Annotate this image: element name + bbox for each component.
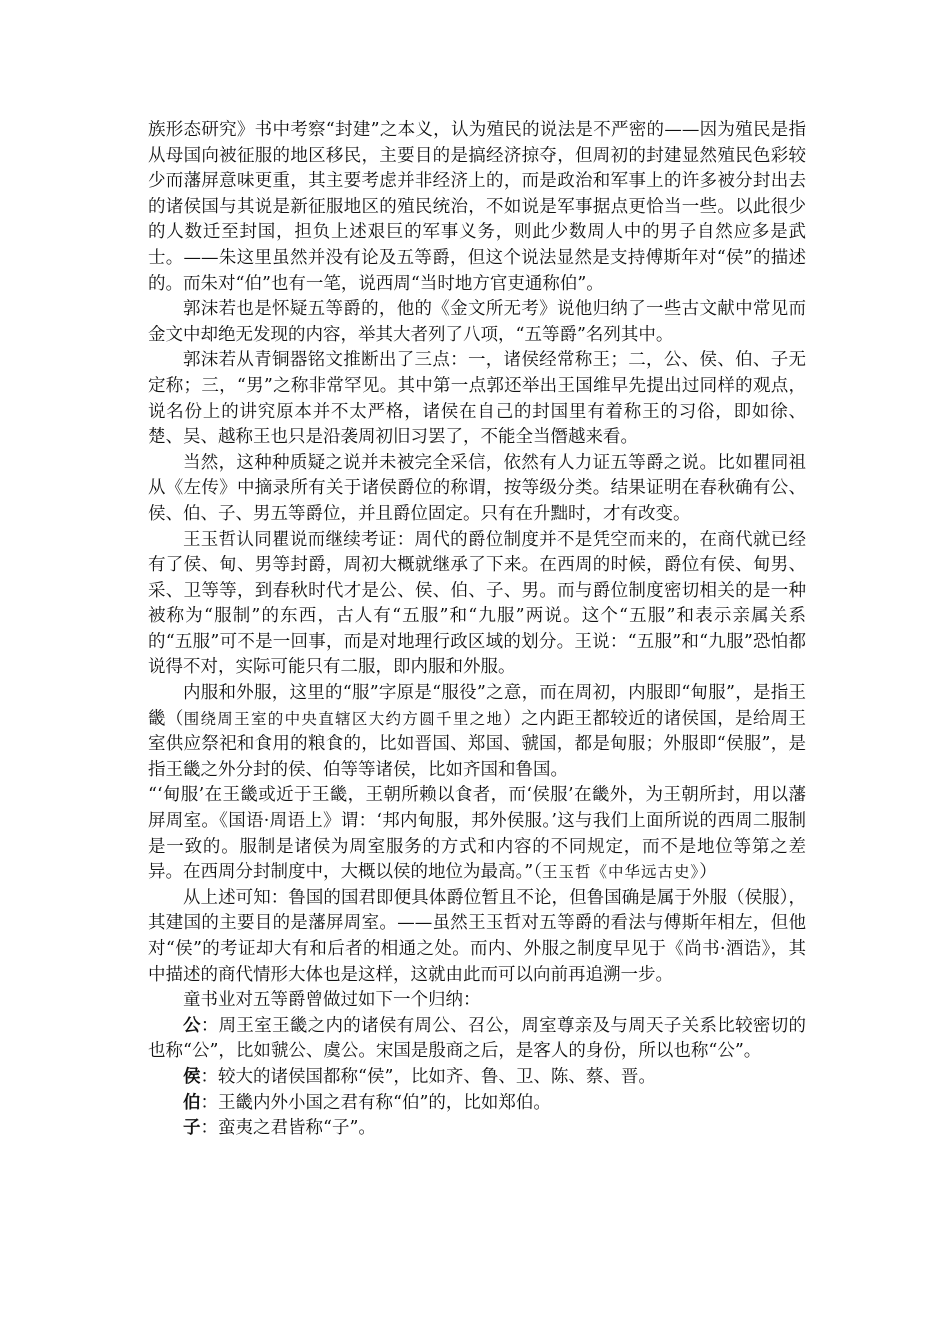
definition-text: ：较大的诸侯国都称“侯”，比如齐、鲁、卫、陈、蔡、晋。	[200, 1066, 656, 1087]
paragraph-qu-tongzu: 当然，这种种质疑之说并未被完全采信，依然有人力证五等爵之说。比如瞿同祖从《左传》中摘录所有关于诸侯爵位的称谓，按等级分类。结果证明在春秋确有公、侯、伯、子、男五等爵位，并且爵位固定。只有在升黜时，才有改变。	[148, 452, 806, 524]
paragraph-tong-shuye: 童书业对五等爵曾做过如下一个归纳：	[183, 990, 481, 1011]
definition-text: ：王畿内外小国之君有称“伯”的，比如郑伯。	[200, 1092, 551, 1113]
definition-zi	[148, 1116, 806, 1142]
paragraph-guo-moruo-three-points: 郭沫若从青铜器铭文推断出了三点：一，诸侯经常称王；二，公、侯、伯、子无定称；三，“男”之称非常罕见。其中第一点郭还举出王国维早先提出过同样的观点，说名份上的讲究原本并不太严格，诸侯在自己的封国里有着称王的习俗，即如徐、楚、吴、越称王也只是沿袭周初旧习罢了，不能全当僭越来看。	[148, 350, 806, 448]
definition-bo	[148, 1091, 806, 1117]
paragraph-wang-yuzhe: 王玉哲认同瞿说而继续考证：周代的爵位制度并不是凭空而来的，在商代就已经有了侯、甸、男等封爵，周初大概就继承了下来。在西周的时候，爵位有侯、甸男、采、卫等等，到春秋时代才是公、侯、伯、子、男。而与爵位制度密切相关的是一种被称为“服制”的东西，古人有“五服”和“九服”两说。这个“五服”和表示亲属关系的“五服”可不是一回事，而是对地理行政区域的划分。王说：“五服”和“九服”恐怕都说得不对，实际可能只有二服，即内服和外服。	[148, 529, 806, 678]
paragraph-conclusion: 从上述可知：鲁国的国君即便具体爵位暂且不论，但鲁国确是属于外服（侯服），其建国的主要目的是藩屏周室。——虽然王玉哲对五等爵的看法与傅斯年相左，但他对“侯”的考证却大有和后者的相通之处。而内、外服之制度早见于《尚书·酒诰》，其中描述的商代情形大体也是这样，这就由此而可以向前再追溯一步。	[148, 887, 806, 985]
wangji-note: 围绕周王室的中央直辖区大约方圆千里之地	[183, 709, 504, 728]
definition-term: 公	[183, 1015, 201, 1036]
definition-gong	[148, 1014, 806, 1065]
document-page	[148, 118, 806, 1142]
quote-paragraph	[148, 783, 806, 885]
paragraph-guo-moruo-doubt: 郭沫若也是怀疑五等爵的，他的《金文所无考》说他归纳了一些古文献中常见而金文中却绝无发现的内容，举其大者列了八项，“五等爵”名列其中。	[148, 299, 806, 345]
definition-text: ：周王室王畿之内的诸侯有周公、召公，周室尊亲及与周天子关系比较密切的也称“公”，比如虢公、虞公。宋国是殷商之后，是客人的身份，所以也称“公”。	[148, 1015, 807, 1062]
paragraph-zhu-colonization: 族形态研究》书中考察“封建”之本义，认为殖民的说法是不严密的——因为殖民是指从母国向被征服的地区移民，主要目的是搞经济掠夺，但周初的封建显然殖民色彩较少而藩屏意味更重，其主要考虑并非经济上的，而是政治和军事上的许多被分封出去的诸侯国与其说是新征服地区的殖民统治，不如说是军事据点更恰当一些。以此很少的人数迁至封国，担负上述艰巨的军事义务，则此少数周人中的男子自然应多是武士。——朱这里虽然并没有论及五等爵，但这个说法显然是支持傅斯年对“侯”的描述的。而朱对“伯”也有一笔，说西周“当时地方官吏通称伯”。	[148, 120, 806, 294]
quote-citation: 王玉哲《中华远古史》	[541, 863, 700, 882]
definition-term: 侯	[183, 1066, 201, 1087]
definition-text: ：蛮夷之君皆称“子”。	[200, 1118, 376, 1139]
definition-term: 伯	[183, 1092, 201, 1113]
quote-text: “‘甸服’在王畿或近于王畿，王朝所赖以食者，而‘侯服’在畿外，为王朝所封，用以藩屏周室。《国语·周语上》谓：‘邦内甸服，邦外侯服。’这与我们上面所说的西周二服制是一致的。服制是诸侯为周室服务的方式和内容的不同规定，而不是地位等第之差异。在西周分封制度中，大概以侯的地位为最高。”（	[148, 785, 806, 883]
inner-outer-text-after: ）之内距王都较近的诸侯国，是给周王室供应祭祀和食用的粮食的，比如晋国、郑国、虢国，都是甸服；外服即“侯服”，是指王畿之外分封的侯、伯等等诸侯，比如齐国和鲁国。	[148, 708, 806, 780]
inner-outer-text-before: 内服和外服，这里的“服”字原是“服役”之意，而在周初，内服即“甸服”，是指王畿（	[148, 683, 806, 729]
definition-term: 子	[183, 1118, 201, 1139]
quote-close: ）	[699, 862, 717, 883]
definition-hou	[148, 1065, 806, 1091]
paragraph-inner-outer-service	[148, 681, 806, 783]
